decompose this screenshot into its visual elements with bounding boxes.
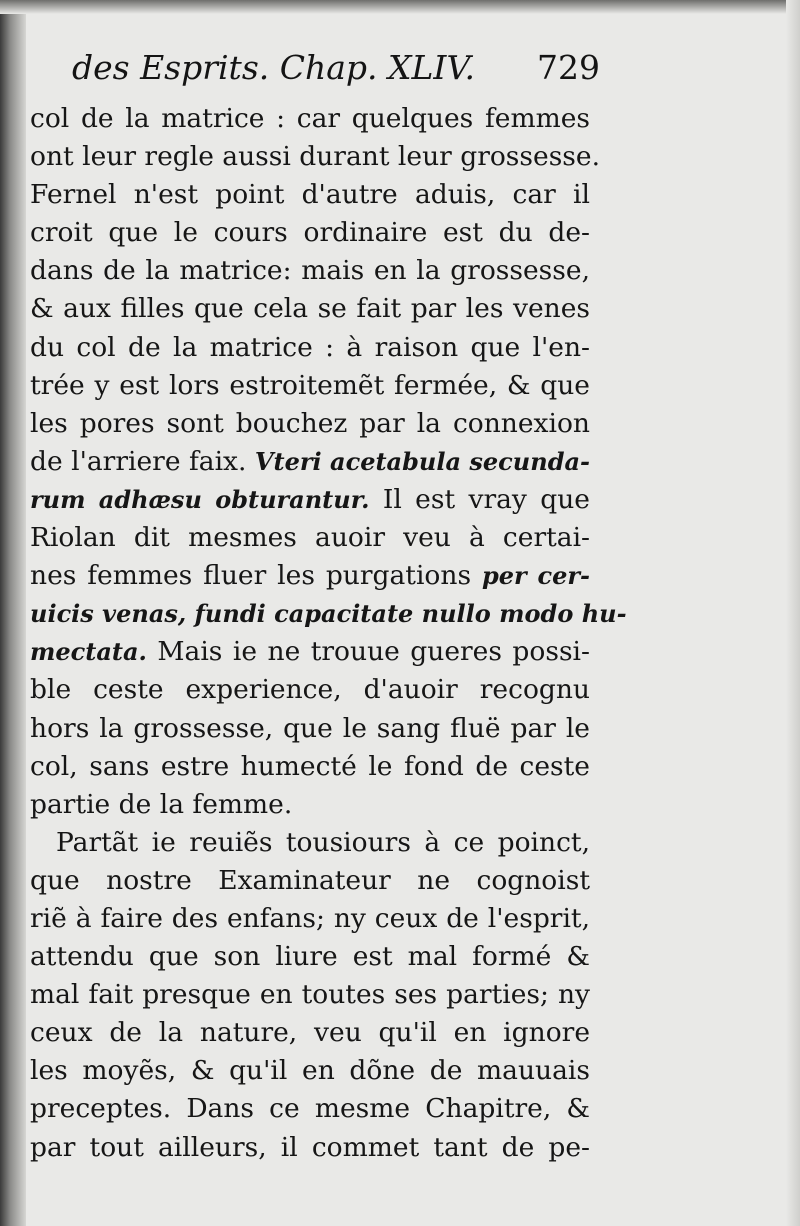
text-line-mixed	[30, 481, 590, 519]
text-line: trée y est lors estroitemẽt fermée, & que	[30, 369, 590, 401]
text-line: ceux de la nature, veu qu'il en ignore	[30, 1017, 590, 1049]
text-line: ble ceste experience, d'auoir recognu	[30, 674, 590, 706]
text-line: attendu que son liure est mal formé &	[30, 941, 590, 973]
latin-quotation: rum adhæsu obturantur.	[30, 484, 370, 514]
running-head-title: des Esprits. Chap. XLIV.	[72, 48, 476, 87]
page-right-edge	[786, 0, 800, 1226]
text-line: les pores sont bouchez par la connexion	[30, 407, 590, 439]
text-line: col de la matrice : car quelques femmes	[30, 103, 590, 134]
text-line: preceptes. Dans ce mesme Chapitre, &	[30, 1093, 590, 1125]
text-line: & aux filles que cela se fait par les venes	[30, 293, 590, 325]
text-line: Riolan dit mesmes auoir veu à certai-	[30, 522, 590, 554]
text-line: les moyẽs, & qu'il en dõne de mauuais	[30, 1055, 590, 1087]
latin-quotation: mectata.	[30, 637, 147, 667]
page-top-shadow	[0, 0, 800, 14]
text-line: mal fait presque en toutes ses parties; ny	[30, 979, 590, 1011]
text-line-mixed	[30, 633, 590, 671]
latin-quotation: Vteri acetabula secunda-	[254, 446, 590, 476]
text-segment: Il est vray que	[382, 483, 590, 515]
text-line: croit que le cours ordinaire est du de-	[30, 217, 590, 249]
text-segment: de l'arriere faix.	[30, 445, 247, 477]
body-text	[30, 100, 627, 1167]
text-line: du col de la matrice : à raison que l'en-	[30, 331, 590, 363]
text-segment: nes femmes fluer les purgations	[30, 560, 472, 592]
text-line: riẽ à faire des enfans; ny ceux de l'esprit,	[30, 902, 590, 934]
running-head	[72, 48, 600, 100]
latin-quotation: per cer-	[481, 561, 590, 591]
page-gutter-shadow	[0, 0, 26, 1226]
text-line: Fernel n'est point d'autre aduis, car il	[30, 179, 590, 211]
text-line: Partãt ie reuiẽs tousiours à ce poinct,	[56, 826, 590, 858]
text-line: que nostre Examinateur ne cognoist	[30, 864, 590, 896]
text-line: par tout ailleurs, il commet tant de pe-	[30, 1131, 590, 1163]
latin-quotation: uicis venas, fundi capacitate nullo modo hu-	[30, 599, 627, 629]
text-line: partie de la femme.	[30, 788, 293, 820]
text-line: ont leur regle aussi durant leur grossesse.	[30, 141, 600, 173]
text-line: dans de la matrice: mais en la grossesse,	[30, 255, 590, 287]
page-number: 729	[537, 48, 600, 87]
text-segment: Mais ie ne trouue gueres possi-	[157, 636, 590, 668]
text-line-mixed	[30, 595, 627, 633]
text-line-mixed	[30, 443, 590, 481]
text-line: col, sans estre humecté le fond de ceste	[30, 750, 590, 782]
text-line-mixed	[30, 557, 590, 595]
text-line: hors la grossesse, que le sang fluë par le	[30, 712, 590, 744]
